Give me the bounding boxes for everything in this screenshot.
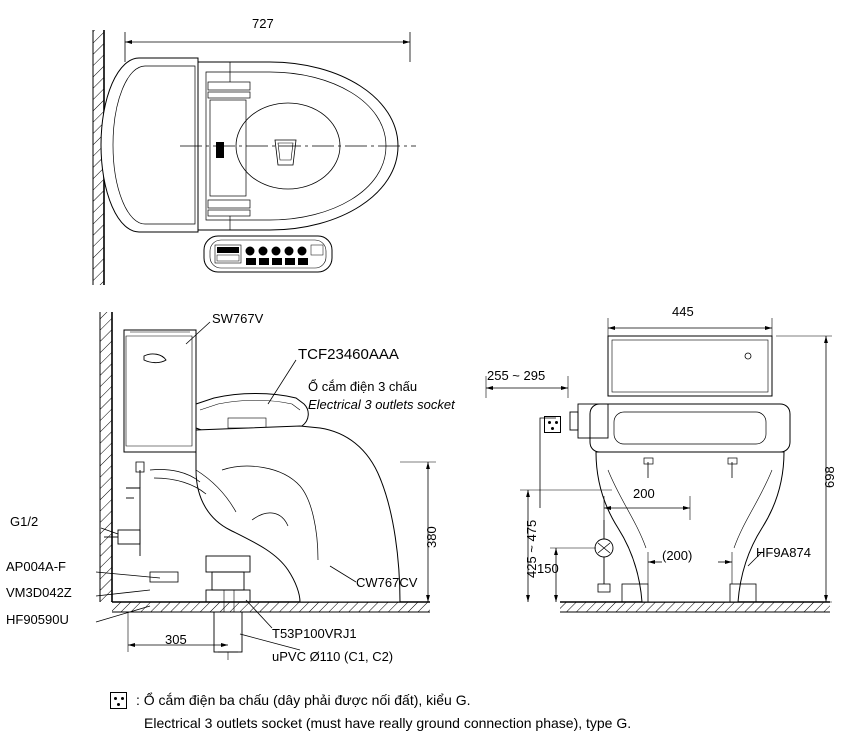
footnote-line-vn: : Ổ cắm điện ba chấu (dây phải được nối đất), kiểu G.	[136, 692, 471, 708]
dim-425-475: 425 ~ 475	[524, 519, 539, 578]
label-tcf23460aaa: TCF23460AAA	[298, 346, 399, 363]
dim-150: 150	[537, 561, 559, 576]
side-view-group	[96, 312, 436, 660]
socket-symbol-side	[544, 416, 561, 433]
label-socket-vn: Ổ cắm điện 3 chấu	[308, 379, 418, 394]
top-view-group	[93, 30, 416, 285]
label-socket-en: Electrical 3 outlets socket	[308, 397, 455, 412]
label-vm3d042z: VM3D042Z	[6, 585, 72, 600]
dim-200: 200	[633, 486, 655, 501]
dim-305: 305	[165, 632, 187, 647]
label-t53p100vrj1: T53P100VRJ1	[272, 626, 357, 641]
dim-top-width: 727	[252, 16, 274, 31]
label-ap004af: AP004A-F	[6, 559, 66, 574]
socket-symbol-legend	[110, 692, 127, 709]
dim-front-width: 445	[672, 304, 694, 319]
label-upvc: uPVC Ø110 (C1, C2)	[272, 649, 394, 664]
dim-698: 698	[822, 466, 837, 488]
label-sw767v: SW767V	[212, 311, 264, 326]
label-hf90590u: HF90590U	[6, 612, 69, 627]
label-hf9a874: HF9A874	[756, 545, 811, 560]
label-g12: G1/2	[10, 514, 39, 529]
dim-200-paren: (200)	[662, 548, 693, 563]
dim-255-295: 255 ~ 295	[487, 368, 546, 383]
dim-380: 380	[424, 526, 439, 548]
footnote-line-en: Electrical 3 outlets socket (must have really ground connection phase), type G.	[144, 715, 632, 731]
label-cw767cv: CW767CV	[356, 575, 418, 590]
